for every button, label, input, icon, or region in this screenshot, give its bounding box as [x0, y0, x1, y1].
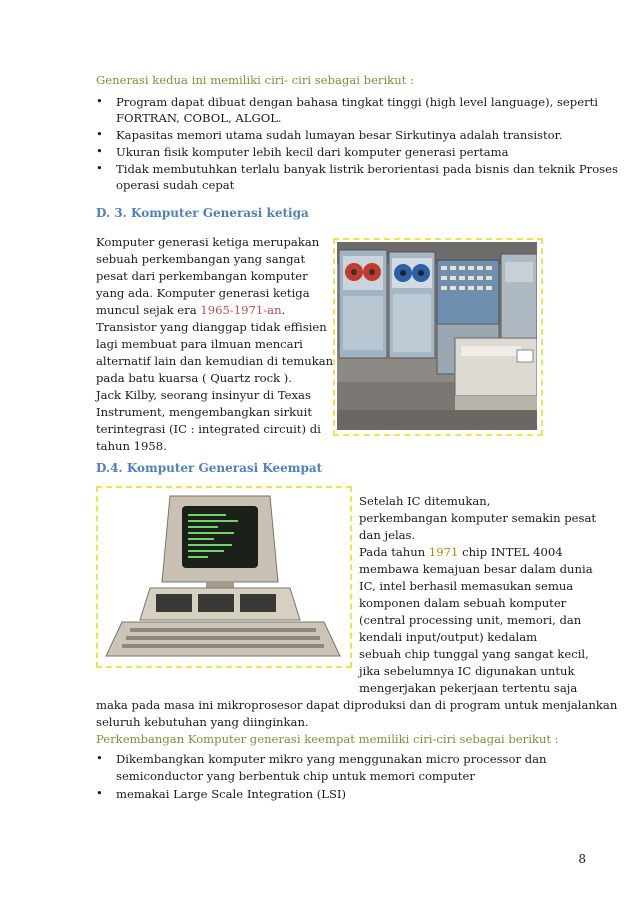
bullet-glyph: • [96, 144, 103, 158]
fourth-generation-computer-photo [100, 490, 346, 662]
section2-era-line [96, 302, 285, 318]
bullet-glyph: • [96, 161, 103, 175]
page-number: 8 [578, 852, 586, 866]
section3-right-line: Setelah IC ditemukan, [359, 494, 491, 508]
year-suffix: chip INTEL 4004 [458, 545, 563, 559]
section3-right-line: membawa kemajuan besar dalam dunia [359, 562, 593, 576]
section2-line: Transistor yang dianggap tidak effisien [96, 320, 327, 334]
section3-heading: D.4. Komputer Generasi Keempat [96, 461, 323, 475]
section2-line: Komputer generasi ketiga merupakan [96, 235, 320, 249]
section2-line: pada batu kuarsa ( Quartz rock ). [96, 371, 293, 385]
section1-intro: Generasi kedua ini memiliki ciri- ciri sebagai berikut : [96, 73, 414, 87]
section3-right-line: komponen dalam sebuah komputer [359, 596, 567, 610]
section2-line: pesat dari perkembangan komputer [96, 269, 308, 283]
section3-right-line: dan jelas. [359, 528, 416, 542]
section3-right-line: mengerjakan pekerjaan tertentu saja [359, 681, 578, 695]
bullet-glyph: • [96, 751, 103, 765]
section2-line: terintegrasi (IC : integrated circuit) di [96, 422, 321, 436]
era-suffix: . [281, 303, 286, 317]
section1-bullet-1-line-2: FORTRAN, COBOL, ALGOL. [116, 111, 282, 125]
section2-heading: D. 3. Komputer Generasi ketiga [96, 206, 309, 220]
section3-full-line: maka pada masa ini mikroprosesor dapat diproduksi dan di program untuk menjalankan [96, 698, 618, 712]
era-range: 1965-1971-an [200, 303, 282, 317]
section1-bullet-4-line-1: Tidak membutuhkan terlalu banyak listrik berorientasi pada bisnis dan teknik Proses [116, 162, 618, 176]
section3-bullet-1-line-1: Dikembangkan komputer mikro yang menggunakan micro processor dan [116, 752, 547, 766]
bullet-glyph: • [96, 127, 103, 141]
section2-line: yang ada. Komputer generasi ketiga [96, 286, 310, 300]
section3-right-line: sebuah chip tunggal yang sangat kecil, [359, 647, 589, 661]
section1-bullet-1-line-1: Program dapat dibuat dengan bahasa tingkat tinggi (high level language), seperti [116, 95, 598, 109]
section3-right-line: kendali input/output) kedalam [359, 630, 538, 644]
year-prefix: Pada tahun [359, 545, 429, 559]
era-prefix: muncul sejak era [96, 303, 201, 317]
bullet-glyph: • [96, 786, 103, 800]
section2-line: Instrument, mengembangkan sirkuit [96, 405, 312, 419]
year-value: 1971 [428, 545, 459, 559]
section3-full-line: seluruh kebutuhan yang diinginkan. [96, 715, 309, 729]
third-generation-computer-photo [337, 242, 537, 430]
section1-bullet-2: Kapasitas memori utama sudah lumayan besar Sirkutinya adalah transistor. [116, 128, 563, 142]
section3-green-line: Perkembangan Komputer generasi keempat memiliki ciri-ciri sebagai berikut : [96, 732, 559, 746]
section2-line: alternatif lain dan kemudian di temukan [96, 354, 334, 368]
section2-line: lagi membuat para ilmuan mencari [96, 337, 303, 351]
section2-line: Jack Kilby, seorang insinyur di Texas [96, 388, 311, 402]
section3-right-line: perkembangan komputer semakin pesat [359, 511, 597, 525]
section2-line: sebuah perkembangan yang sangat [96, 252, 306, 266]
section1-bullet-4-line-2: operasi sudah cepat [116, 178, 235, 192]
bullet-glyph: • [96, 94, 103, 108]
section3-bullet-1-line-2: semiconductor yang berbentuk chip untuk memori computer [116, 769, 475, 783]
section3-year-line [359, 544, 563, 560]
section3-right-line: (central processing unit, memori, dan [359, 613, 582, 627]
section1-bullet-3: Ukuran fisik komputer lebih kecil dari komputer generasi pertama [116, 145, 509, 159]
section3-right-line: jika sebelumnya IC digunakan untuk [359, 664, 575, 678]
section3-bullet-2: memakai Large Scale Integration (LSI) [116, 787, 347, 801]
section2-line: tahun 1958. [96, 439, 167, 453]
section3-right-line: IC, intel berhasil memasukan semua [359, 579, 574, 593]
